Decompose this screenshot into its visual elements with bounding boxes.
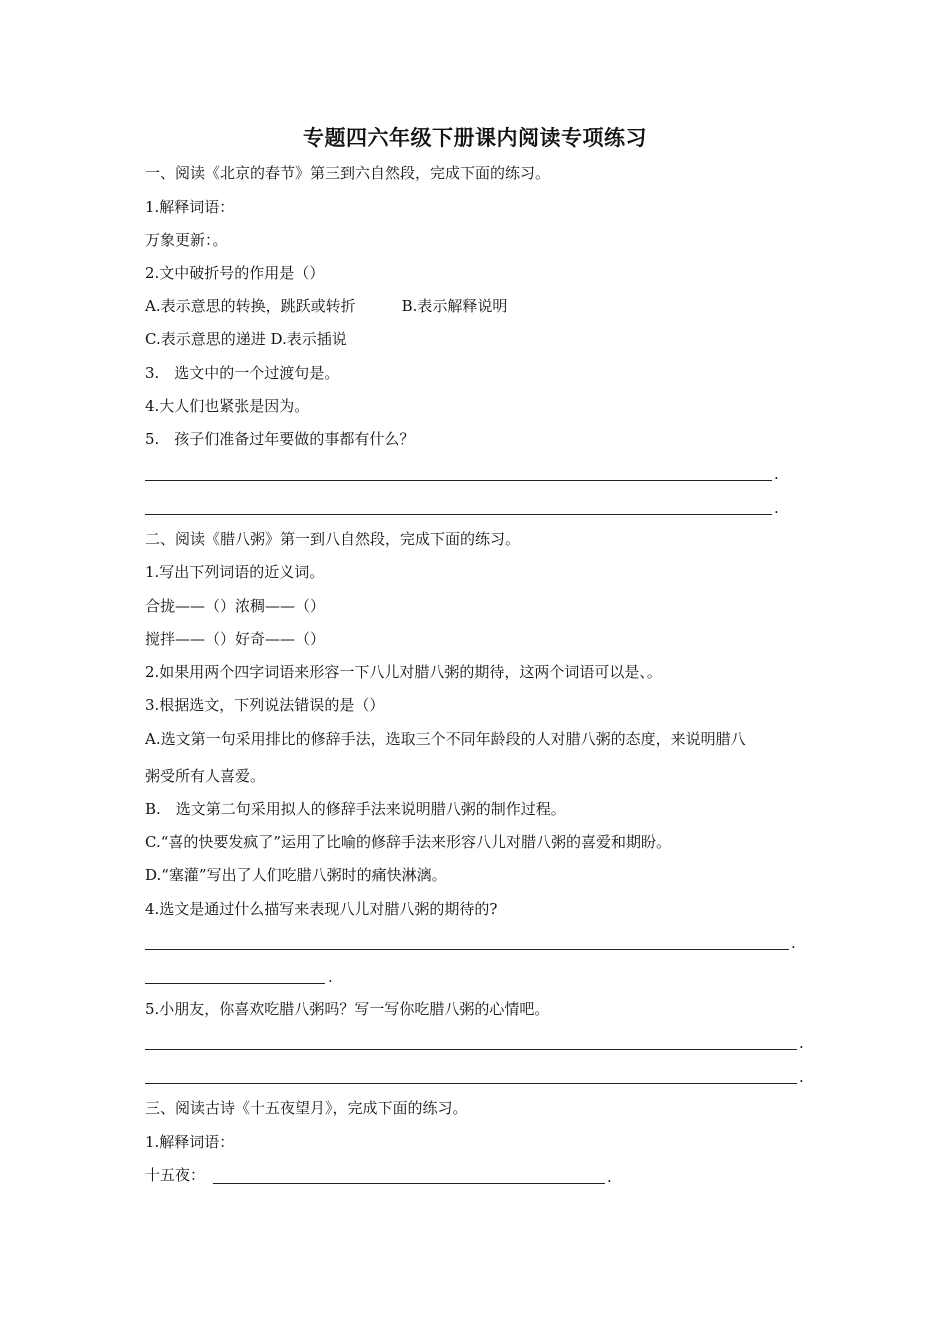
section2-q3-option-a-cont: 粥受所有人喜爱。 (145, 767, 266, 785)
section3-q1: 1.解释词语： (145, 1133, 235, 1151)
answer-line-end: . (774, 465, 779, 483)
answer-line-end: . (328, 968, 333, 986)
section1-q3: 3. 选文中的一个过渡句是。 (145, 364, 340, 382)
answer-line[interactable] (145, 983, 325, 984)
section1-q2: 2.文中破折号的作用是（） (145, 264, 325, 282)
option-a: A.表示意思的转换，跳跃或转折 (145, 297, 356, 315)
section3-heading: 三、阅读古诗《十五夜望月》，完成下面的练习。 (145, 1099, 468, 1117)
section2-q1-row1: 合拢——（）浓稠——（） (145, 597, 326, 615)
section2-heading: 二、阅读《腊八粥》第一到八自然段，完成下面的练习。 (145, 530, 521, 548)
section1-q4: 4.大人们也紧张是因为。 (145, 397, 310, 415)
answer-line-end: . (607, 1168, 612, 1186)
answer-line[interactable] (145, 949, 789, 950)
answer-line[interactable] (145, 480, 772, 481)
section3-q1-word: 十五夜： (145, 1166, 206, 1184)
option-b: B.表示解释说明 (401, 297, 508, 315)
answer-line[interactable] (145, 1083, 797, 1084)
answer-line[interactable] (145, 1049, 797, 1050)
section1-q2-options-ab (145, 296, 507, 316)
section2-q1-row2: 搅拌——（）好奇——（） (145, 630, 326, 648)
section1-heading: 一、阅读《北京的春节》第三到六自然段，完成下面的练习。 (145, 164, 551, 182)
answer-line-end: . (799, 1068, 804, 1086)
answer-line-end: . (791, 934, 796, 952)
section1-q5: 5. 孩子们准备过年要做的事都有什么？ (145, 430, 415, 448)
section2-q3-option-a: A.选文第一句采用排比的修辞手法，选取三个不同年龄段的人对腊八粥的态度，来说明腊八 (145, 730, 746, 748)
section2-q3-option-d: D.“塞灌”写出了人们吃腊八粥时的痛快淋漓。 (145, 866, 447, 884)
answer-line[interactable] (213, 1183, 605, 1184)
section1-q2-options-cd: C.表示意思的递进 D.表示插说 (145, 330, 347, 348)
answer-line[interactable] (145, 514, 772, 515)
section2-q5: 5.小朋友，你喜欢吃腊八粥吗？写一写你吃腊八粥的心情吧。 (145, 1000, 550, 1018)
section2-q3-option-c: C.“喜的快要发疯了”运用了比喻的修辞手法来形容八儿对腊八粥的喜爱和期盼。 (145, 833, 672, 851)
answer-line-end: . (799, 1034, 804, 1052)
section2-q2: 2.如果用两个四字词语来形容一下八儿对腊八粥的期待，这两个词语可以是、。 (145, 663, 662, 681)
section2-q1: 1.写出下列词语的近义词。 (145, 563, 325, 581)
section2-q4: 4.选文是通过什么描写来表现八儿对腊八粥的期待的? (145, 900, 498, 918)
page-title: 专题四六年级下册课内阅读专项练习 (303, 125, 647, 150)
section2-q3: 3.根据选文，下列说法错误的是（） (145, 696, 385, 714)
section1-q1-word: 万象更新：。 (145, 231, 228, 249)
answer-line-end: . (774, 499, 779, 517)
section1-q1: 1.解释词语： (145, 198, 235, 216)
section2-q3-option-b: B. 选文第二句采用拟人的修辞手法来说明腊八粥的制作过程。 (145, 800, 566, 818)
